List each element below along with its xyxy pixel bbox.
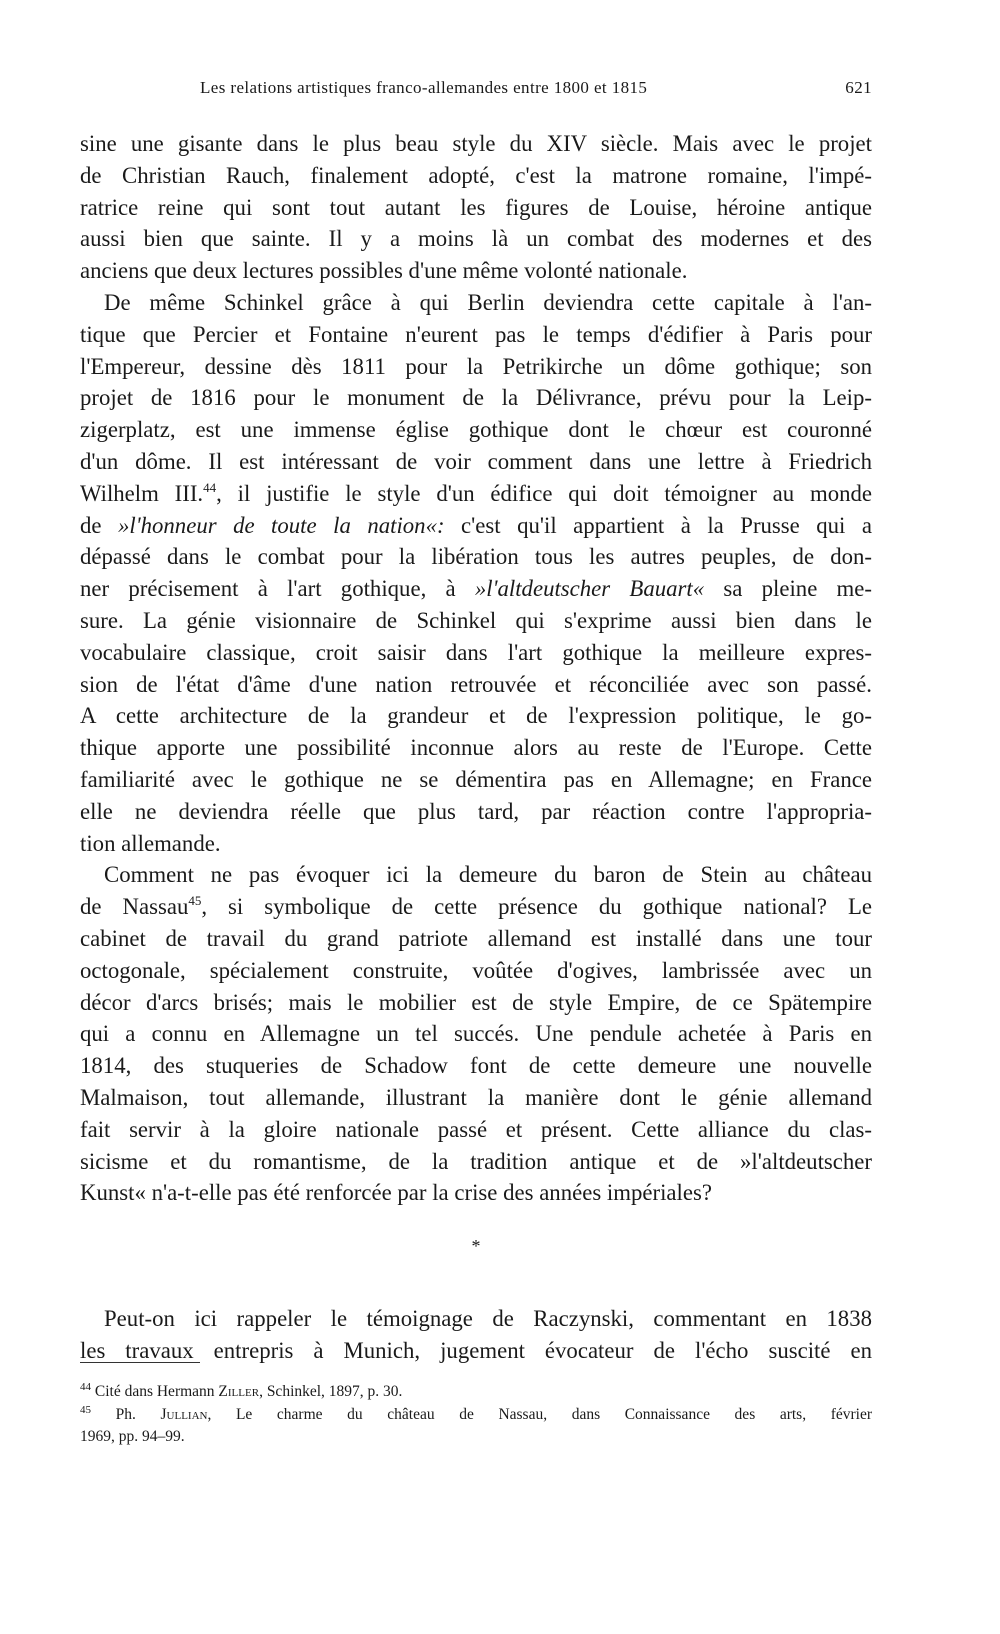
text-line: les travaux entrepris à Munich, jugement évocateur de l'écho suscité en	[80, 1337, 872, 1363]
footnote-ref-45: 45	[188, 893, 202, 909]
author-name: Ziller	[218, 1383, 260, 1400]
text-line	[80, 478, 872, 510]
text-line: sicisme et du romantisme, de la tradition antique et de »l'altdeutscher	[80, 1148, 872, 1174]
text-line: Malmaison, tout allemande, illustrant la manière dont le génie allemand	[80, 1084, 872, 1110]
footnote-text: , Schinkel, 1897, p. 30.	[259, 1383, 403, 1400]
main-text	[80, 128, 872, 1367]
text-line: tion allemande.	[80, 830, 221, 856]
text-line: fait servir à la gloire nationale passé et présent. Cette alliance du clas-	[80, 1116, 872, 1142]
author-name: Jullian	[160, 1405, 208, 1423]
text-line: dépassé dans le combat pour la libération tous les autres peuples, de don-	[80, 544, 872, 570]
text-line: anciens que deux lectures possibles d'une même volonté nationale.	[80, 258, 688, 284]
text-line: aussi bien que sainte. Il y a moins là un combat des modernes et des	[80, 226, 872, 252]
text-line: zigerplatz, est une immense église gothique dont le chœur est couronné	[80, 417, 872, 443]
text-line: décor d'arcs brisés; mais le mobilier est de style Empire, de ce Spätempire	[80, 989, 872, 1015]
page-number: 621	[845, 78, 872, 97]
footnote-text: , Le charme du château de Nassau, dans Connaissance des arts, février	[207, 1405, 873, 1423]
italic-quote: »l'honneur de toute la nation«:	[118, 512, 445, 538]
text-line: sure. La génie visionnaire de Schinkel qui s'exprime aussi bien dans le	[80, 607, 872, 633]
footnote-45	[80, 1404, 872, 1427]
footnote-44	[80, 1381, 872, 1404]
text-line: qui a connu en Allemagne un tel succés. Une pendule achetée à Paris en	[80, 1021, 872, 1047]
italic-quote: »l'altdeutscher Bauart«	[474, 576, 705, 602]
text-span: Wilhelm III.	[80, 480, 204, 506]
text-span: , si symbolique de cette présence du gothique national? Le	[201, 894, 872, 920]
text-line: 1814, des stuqueries de Schadow font de cette demeure une nouvelle	[80, 1053, 872, 1079]
footnote-ref-44: 44	[203, 479, 217, 495]
footnote-45-continued: 1969, pp. 94–99.	[80, 1428, 185, 1445]
text-line	[80, 510, 872, 542]
paragraph-start-line: De même Schinkel grâce à qui Berlin deviendra cette capitale à l'an-	[104, 289, 872, 315]
text-span: de Nassau	[80, 894, 189, 920]
text-span: sa pleine me-	[704, 576, 872, 602]
text-line: cabinet de travail du grand patriote allemand est installé dans une tour	[80, 925, 872, 951]
running-header	[200, 78, 872, 106]
paragraph-start-line: Comment ne pas évoquer ici la demeure du baron de Stein au château	[104, 862, 872, 888]
running-title: Les relations artistiques franco-allemandes entre 1800 et 1815	[200, 78, 648, 97]
text-line: projet de 1816 pour le monument de la Délivrance, prévu pour la Leip-	[80, 385, 872, 411]
footnote-text: Cité dans Hermann	[94, 1383, 219, 1400]
footnote-number: 44	[80, 1381, 91, 1393]
text-line: thique apporte une possibilité inconnue alors au reste de l'Europe. Cette	[80, 735, 872, 761]
text-line: vocabulaire classique, croit saisir dans l'art gothique la meilleure expres-	[80, 639, 872, 665]
section-separator: *	[471, 1236, 481, 1257]
text-span: de	[80, 512, 118, 538]
text-line	[80, 573, 872, 605]
footnote-text: Ph.	[115, 1405, 161, 1423]
paragraph-start-line: Peut-on ici rappeler le témoignage de Raczynski, commentant en 1838	[104, 1306, 872, 1332]
footnote-rule	[80, 1362, 200, 1363]
text-line: Kunst« n'a-t-elle pas été renforcée par la crise des années impériales?	[80, 1180, 712, 1206]
text-span: c'est qu'il appartient à la Prusse qui a	[444, 512, 872, 538]
text-line: elle ne deviendra réelle que plus tard, par réaction contre l'appropria-	[80, 798, 872, 824]
text-line: l'Empereur, dessine dès 1811 pour la Petrikirche un dôme gothique; son	[80, 353, 872, 379]
text-line: sine une gisante dans le plus beau style du XIV siècle. Mais avec le projet	[80, 131, 872, 156]
text-line: ratrice reine qui sont tout autant les figures de Louise, héroine antique	[80, 194, 872, 220]
text-span: ner précisement à l'art gothique, à	[80, 576, 475, 602]
text-line: d'un dôme. Il est intéressant de voir comment dans une lettre à Friedrich	[80, 448, 872, 474]
text-line: octogonale, spécialement construite, voûtée d'ogives, lambrissée avec un	[80, 957, 872, 983]
text-line: familiarité avec le gothique ne se démentira pas en Allemagne; en France	[80, 766, 872, 792]
text-line: tique que Percier et Fontaine n'eurent pas le temps d'édifier à Paris pour	[80, 321, 872, 347]
footnote-number: 45	[80, 1403, 91, 1416]
footnotes	[80, 1381, 872, 1449]
text-line: A cette architecture de la grandeur et de l'expression politique, le go-	[80, 703, 872, 729]
text-span: , il justifie le style d'un édifice qui doit témoigner au monde	[216, 480, 873, 506]
text-line	[80, 891, 872, 923]
text-line: sion de l'état d'âme d'une nation retrouvée et réconciliée avec son passé.	[80, 671, 872, 697]
text-line: de Christian Rauch, finalement adopté, c'est la matrone romaine, l'impé-	[80, 162, 872, 188]
